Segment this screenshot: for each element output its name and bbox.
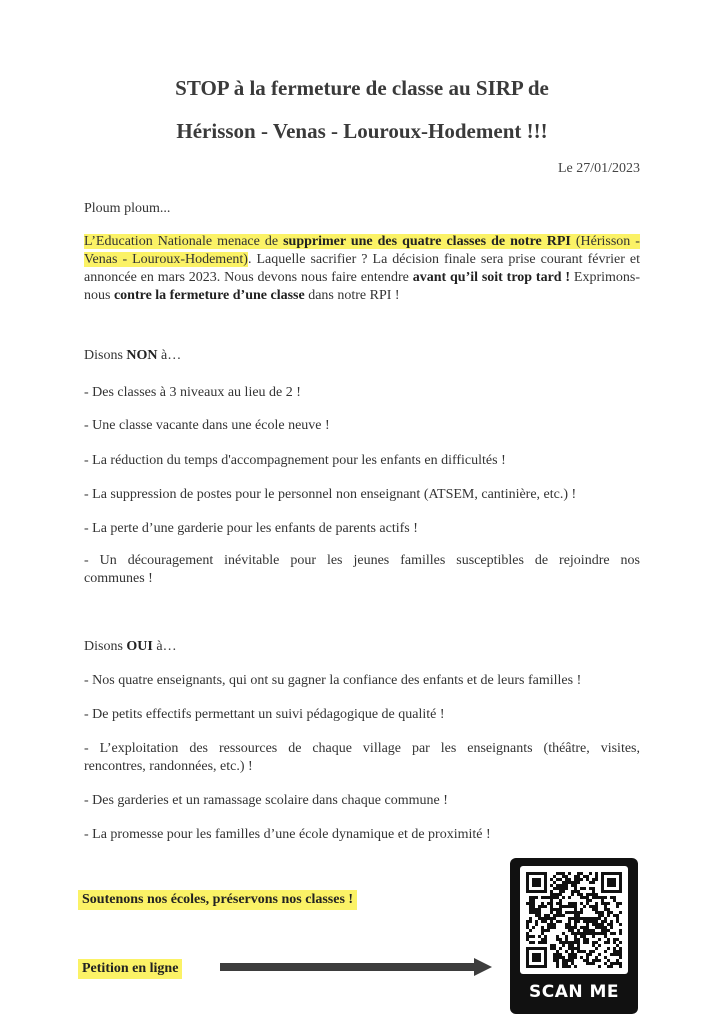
intro-bold-2: avant qu’il soit trop tard ! [412, 270, 571, 285]
scan-me-label: SCAN ME [528, 982, 620, 1002]
intro-text-3: Exprimons-nous [84, 270, 640, 303]
oui-heading [84, 638, 177, 656]
oui-item-3-line-1: - L’exploitation des ressources de chaque village par les enseignants (théâtre, visites, [84, 741, 640, 756]
intro-bold-1: supprimer une des quatre classes de notre RPI [283, 234, 571, 249]
page-title-line-1: STOP à la fermeture de classe au SIRP de [175, 76, 549, 100]
non-item-6-line-1: - Un découragement inévitable pour les jeunes familles susceptibles de rejoindre nos [84, 553, 640, 568]
slogan: Soutenons nos écoles, préservons nos classes ! [78, 890, 357, 910]
oui-item [84, 740, 640, 776]
qr-code-pattern [526, 872, 622, 968]
intro-text-2: . Laquelle sacrifier ? La décision finale sera prise courant février et annoncée en mars 2023. Nous devons nous faire entendre [84, 252, 640, 285]
non-item: - Des classes à 3 niveaux au lieu de 2 ! [84, 385, 301, 400]
oui-item: - La promesse pour les familles d’une école dynamique et de proximité ! [84, 827, 491, 842]
non-prefix: Disons [84, 348, 127, 363]
document-date: Le 27/01/2023 [557, 161, 640, 176]
non-item: - La réduction du temps d'accompagnement pour les enfants en difficultés ! [84, 453, 506, 468]
intro-text-1b: (Hérisson - Venas - Louroux-Hodement) [84, 234, 640, 267]
oui-prefix: Disons [84, 639, 127, 654]
intro-text-1: L’Education Nationale menace de [84, 234, 284, 249]
intro-text-4: dans notre RPI ! [304, 288, 400, 303]
intro-bold-3: contre la fermeture d’une classe [113, 288, 305, 303]
greeting: Ploum ploum... [84, 201, 171, 216]
non-item [84, 552, 640, 588]
qr-code-icon [520, 866, 628, 974]
arrow-right-icon [220, 958, 492, 976]
non-item: - Une classe vacante dans une école neuve ! [84, 418, 330, 433]
oui-keyword: OUI [126, 639, 153, 654]
oui-item: - Nos quatre enseignants, qui ont su gagner la confiance des enfants et de leurs familles ! [84, 673, 582, 688]
intro-paragraph [84, 233, 640, 305]
petition-link[interactable]: Petition en ligne [78, 959, 182, 979]
oui-item: - Des garderies et un ramassage scolaire dans chaque commune ! [84, 793, 448, 808]
non-suffix: à… [157, 348, 182, 363]
non-item: - La suppression de postes pour le personnel non enseignant (ATSEM, cantinière, etc.) ! [84, 487, 577, 502]
non-keyword: NON [126, 348, 158, 363]
qr-code-card[interactable] [510, 858, 638, 1014]
page-title-line-2: Hérisson - Venas - Louroux-Hodement !!! [176, 119, 548, 143]
non-item: - La perte d’une garderie pour les enfants de parents actifs ! [84, 521, 418, 536]
non-item-6-line-2: communes ! [84, 571, 153, 586]
oui-item: - De petits effectifs permettant un suivi pédagogique de qualité ! [84, 707, 445, 722]
oui-suffix: à… [152, 639, 177, 654]
non-heading [84, 347, 181, 365]
oui-item-3-line-2: rencontres, randonnées, etc.) ! [84, 759, 253, 774]
